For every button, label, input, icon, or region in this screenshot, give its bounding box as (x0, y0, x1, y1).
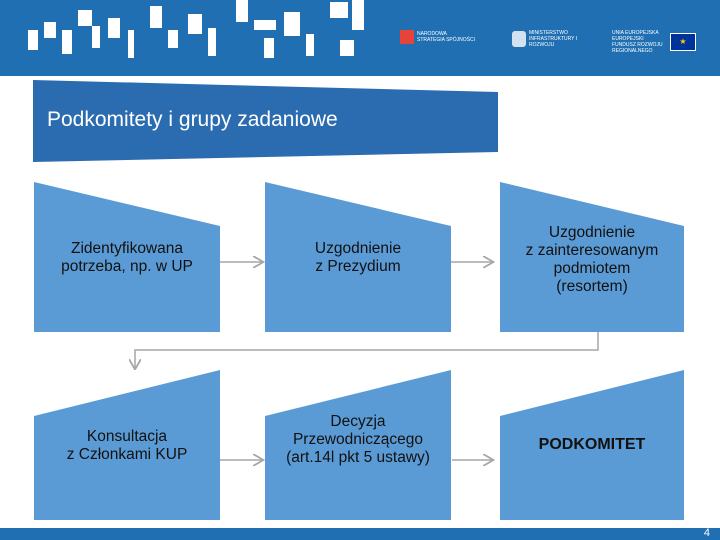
step-label-5: Decyzja Przewodniczącego (art.14l pkt 5 ustawy) (286, 413, 430, 466)
step-label-3: Uzgodnienie z zainteresowanym podmiotem (resortem) (525, 224, 659, 295)
footer-bar (0, 528, 720, 540)
page-number: 4 (703, 527, 710, 539)
nss-logo-text: NARODOWA STRATEGIA SPÓJNOŚCI (417, 31, 475, 43)
ministry-logo-text: MINISTERSTWO INFRASTRUKTURY I ROZWOJU (529, 30, 578, 48)
step-label-6: PODKOMITET (538, 436, 646, 453)
page-title: Podkomitety i grupy zadaniowe (47, 108, 338, 131)
step-label-1: Zidentyfikowana potrzeba, np. w UP (61, 240, 193, 275)
eu-logo-text: UNIA EUROPEJSKA EUROPEJSKI FUNDUSZ ROZWOJU REGIONALNEGO (612, 30, 663, 54)
step-label-4: Konsultacja z Członkami KUP (66, 428, 188, 463)
eu-flag-icon: ★ (670, 33, 696, 51)
step-label-2: Uzgodnienie z Prezydium (314, 240, 402, 275)
